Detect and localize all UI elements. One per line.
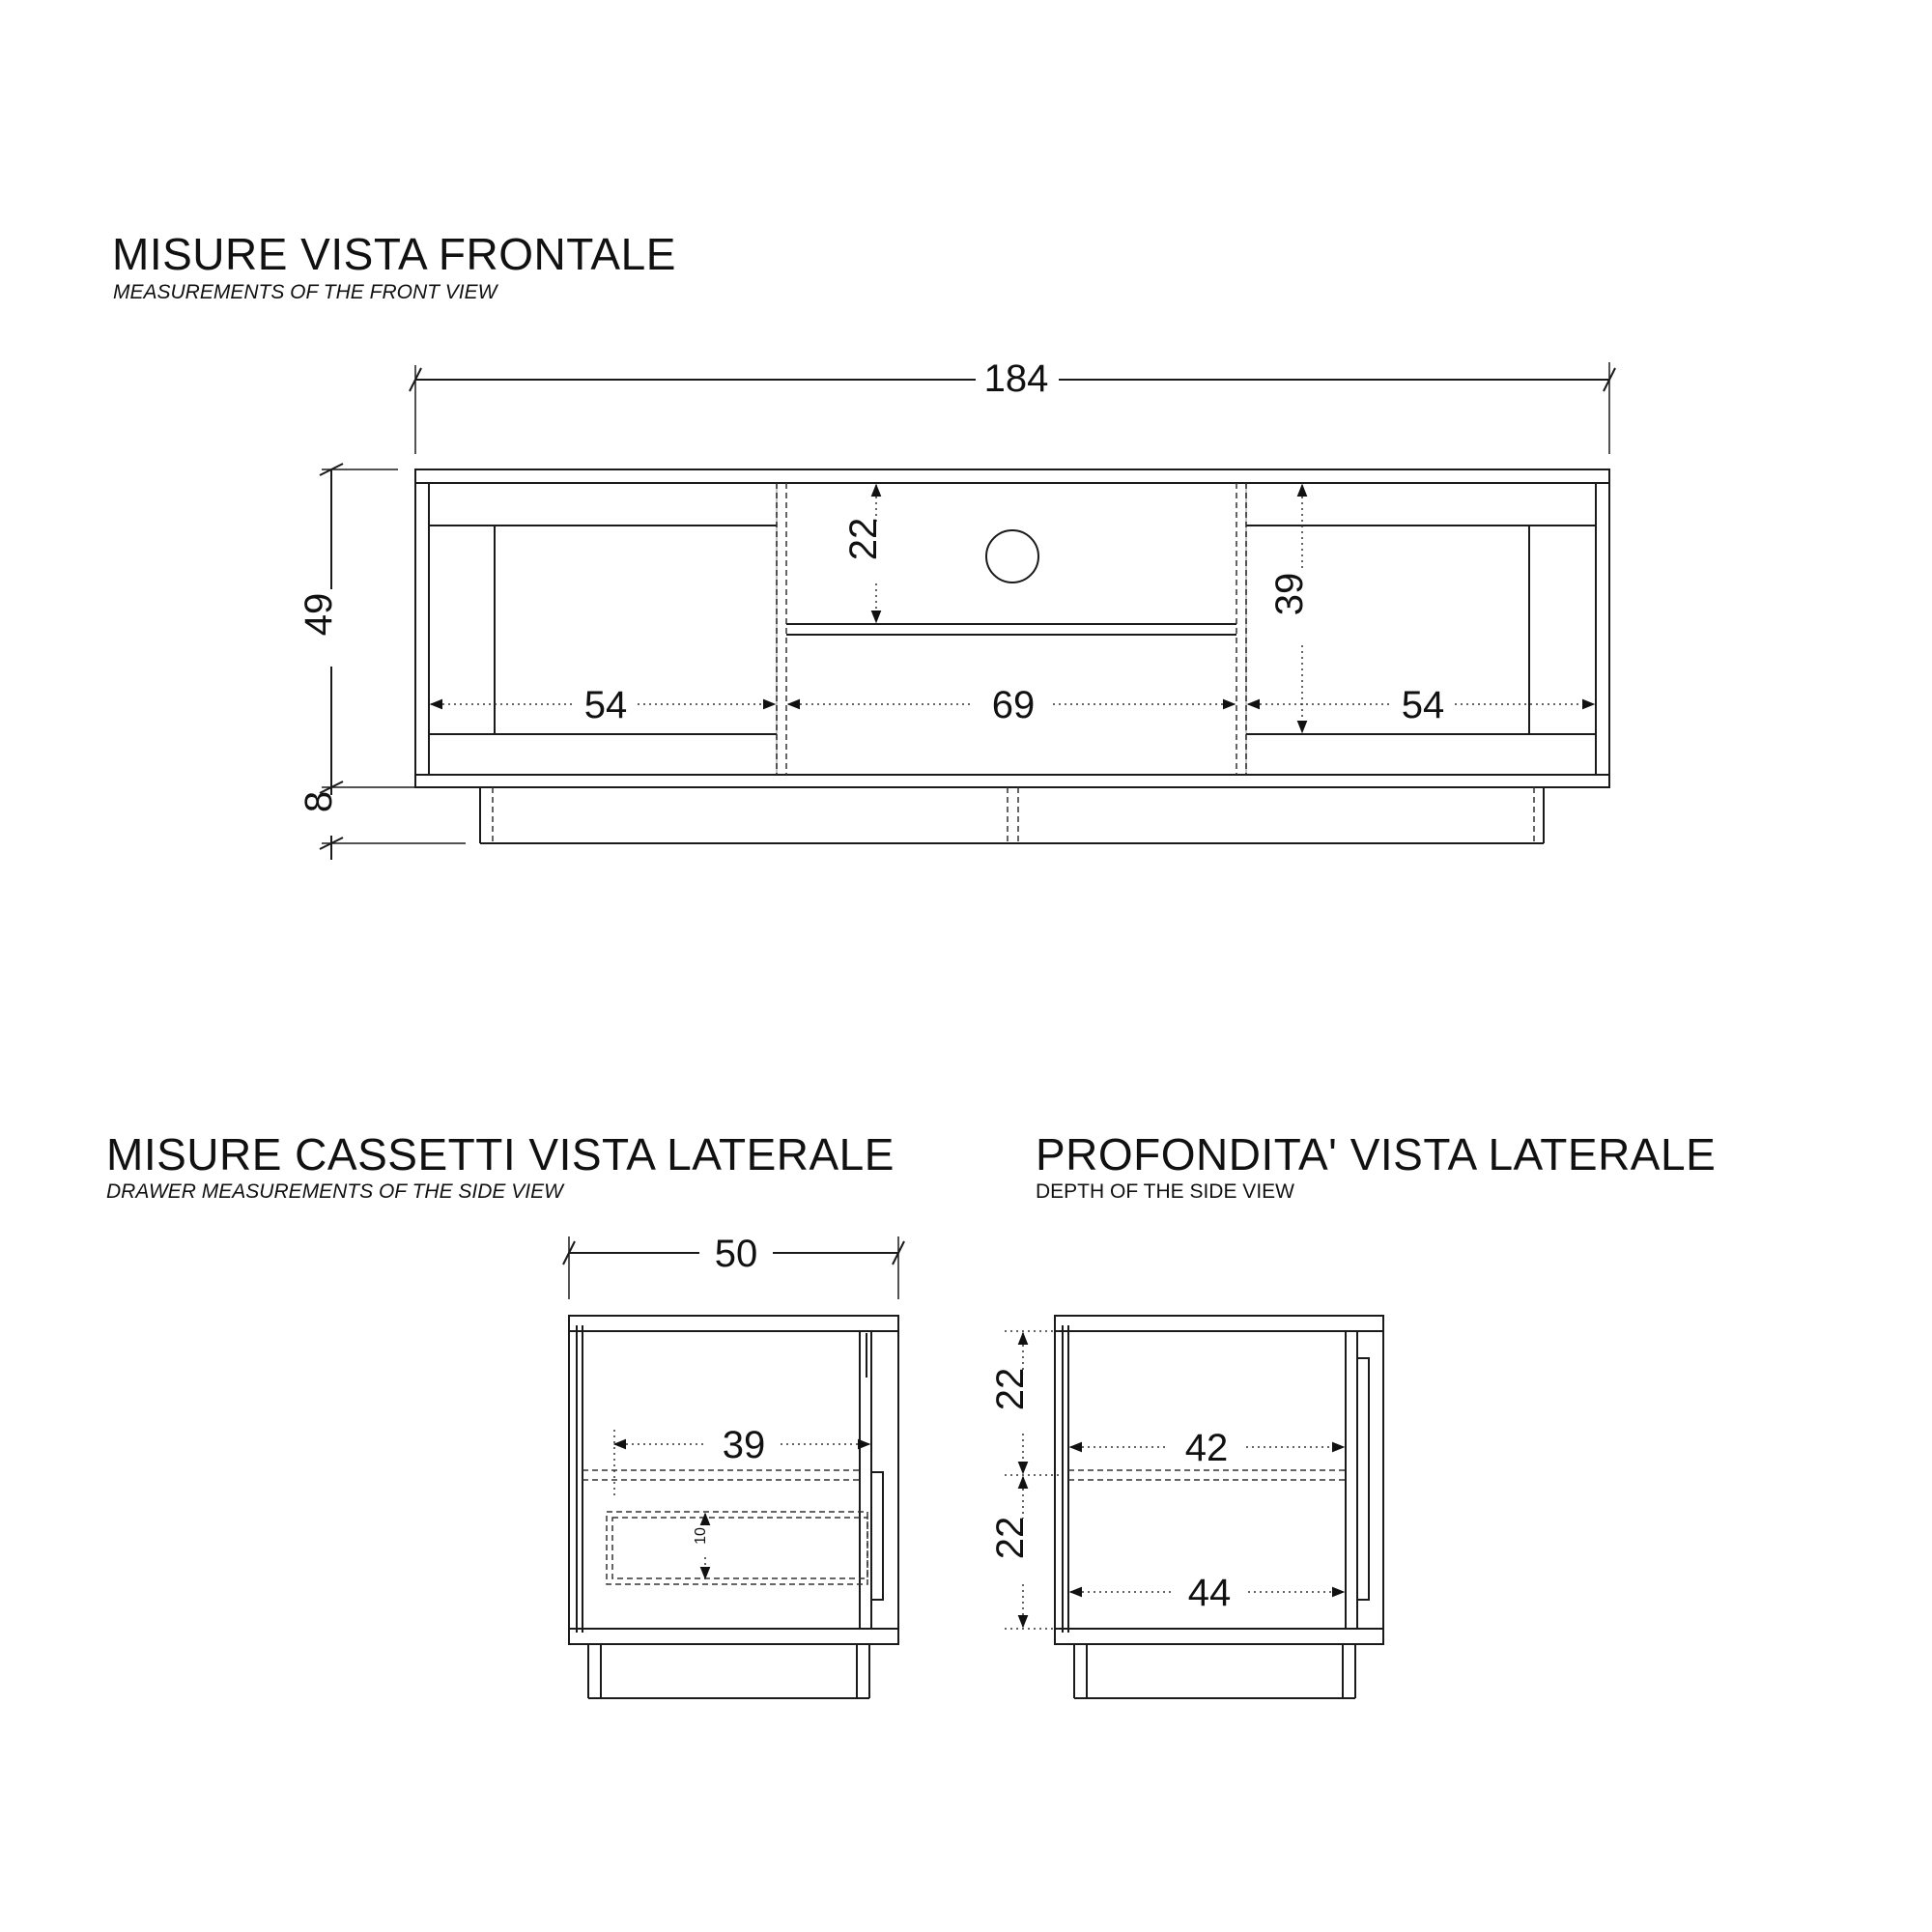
depth-view-drawing (989, 1316, 1383, 1698)
drawer-side-body (569, 1316, 898, 1698)
upper-depth-dimension (1070, 1427, 1344, 1469)
drawer-depth-label: 39 (722, 1424, 766, 1466)
front-view-title: MISURE VISTA FRONTALE (112, 229, 676, 279)
base-height-dimension (298, 787, 466, 860)
lower-depth-label: 44 (1187, 1572, 1232, 1614)
drawer-height-label: 10 (693, 1527, 709, 1545)
drawer-view-subtitle: DRAWER MEASUREMENTS OF THE SIDE VIEW (106, 1180, 563, 1203)
cabinet-base (480, 787, 1544, 843)
upper-height-label: 22 (989, 1367, 1032, 1411)
total-height-dimension (298, 464, 415, 793)
lower-height-label: 22 (989, 1516, 1032, 1560)
front-view-drawing (298, 357, 1615, 860)
right-compartment-dimension (1248, 684, 1594, 726)
outer-depth-label: 50 (714, 1233, 758, 1275)
drawer-depth-dimension (614, 1424, 869, 1495)
drawer-view-drawing (563, 1233, 904, 1698)
total-width-label: 184 (983, 357, 1049, 400)
cable-hole-icon (986, 530, 1038, 582)
center-compartment-dimension (788, 684, 1235, 726)
inner-height-label: 39 (1268, 572, 1311, 616)
upper-height-dimension (989, 1333, 1032, 1473)
center-shelf-height-label: 22 (842, 517, 885, 561)
cabinet-body (415, 469, 1609, 787)
depth-view-subtitle: DEPTH OF THE SIDE VIEW (1036, 1180, 1294, 1203)
center-compartment-label: 69 (991, 684, 1036, 726)
lower-height-dimension (989, 1477, 1032, 1627)
depth-view-title: PROFONDITA' VISTA LATERALE (1036, 1129, 1717, 1179)
inner-height-dimension (1268, 485, 1311, 732)
drawer-height-dimension (693, 1514, 709, 1578)
total-width-dimension (410, 357, 1615, 454)
total-height-label: 49 (298, 592, 340, 637)
right-compartment-label: 54 (1401, 684, 1445, 726)
base-height-label: 8 (298, 790, 340, 813)
left-compartment-label: 54 (583, 684, 628, 726)
drawer-view-title: MISURE CASSETTI VISTA LATERALE (106, 1129, 895, 1179)
outer-depth-dimension (563, 1233, 904, 1299)
center-shelf-height-dimension (842, 485, 885, 622)
upper-depth-label: 42 (1184, 1427, 1229, 1469)
front-view-subtitle: MEASUREMENTS OF THE FRONT VIEW (113, 281, 497, 303)
lower-depth-dimension (1070, 1572, 1344, 1614)
depth-side-body (1055, 1316, 1383, 1698)
left-compartment-dimension (431, 684, 775, 726)
